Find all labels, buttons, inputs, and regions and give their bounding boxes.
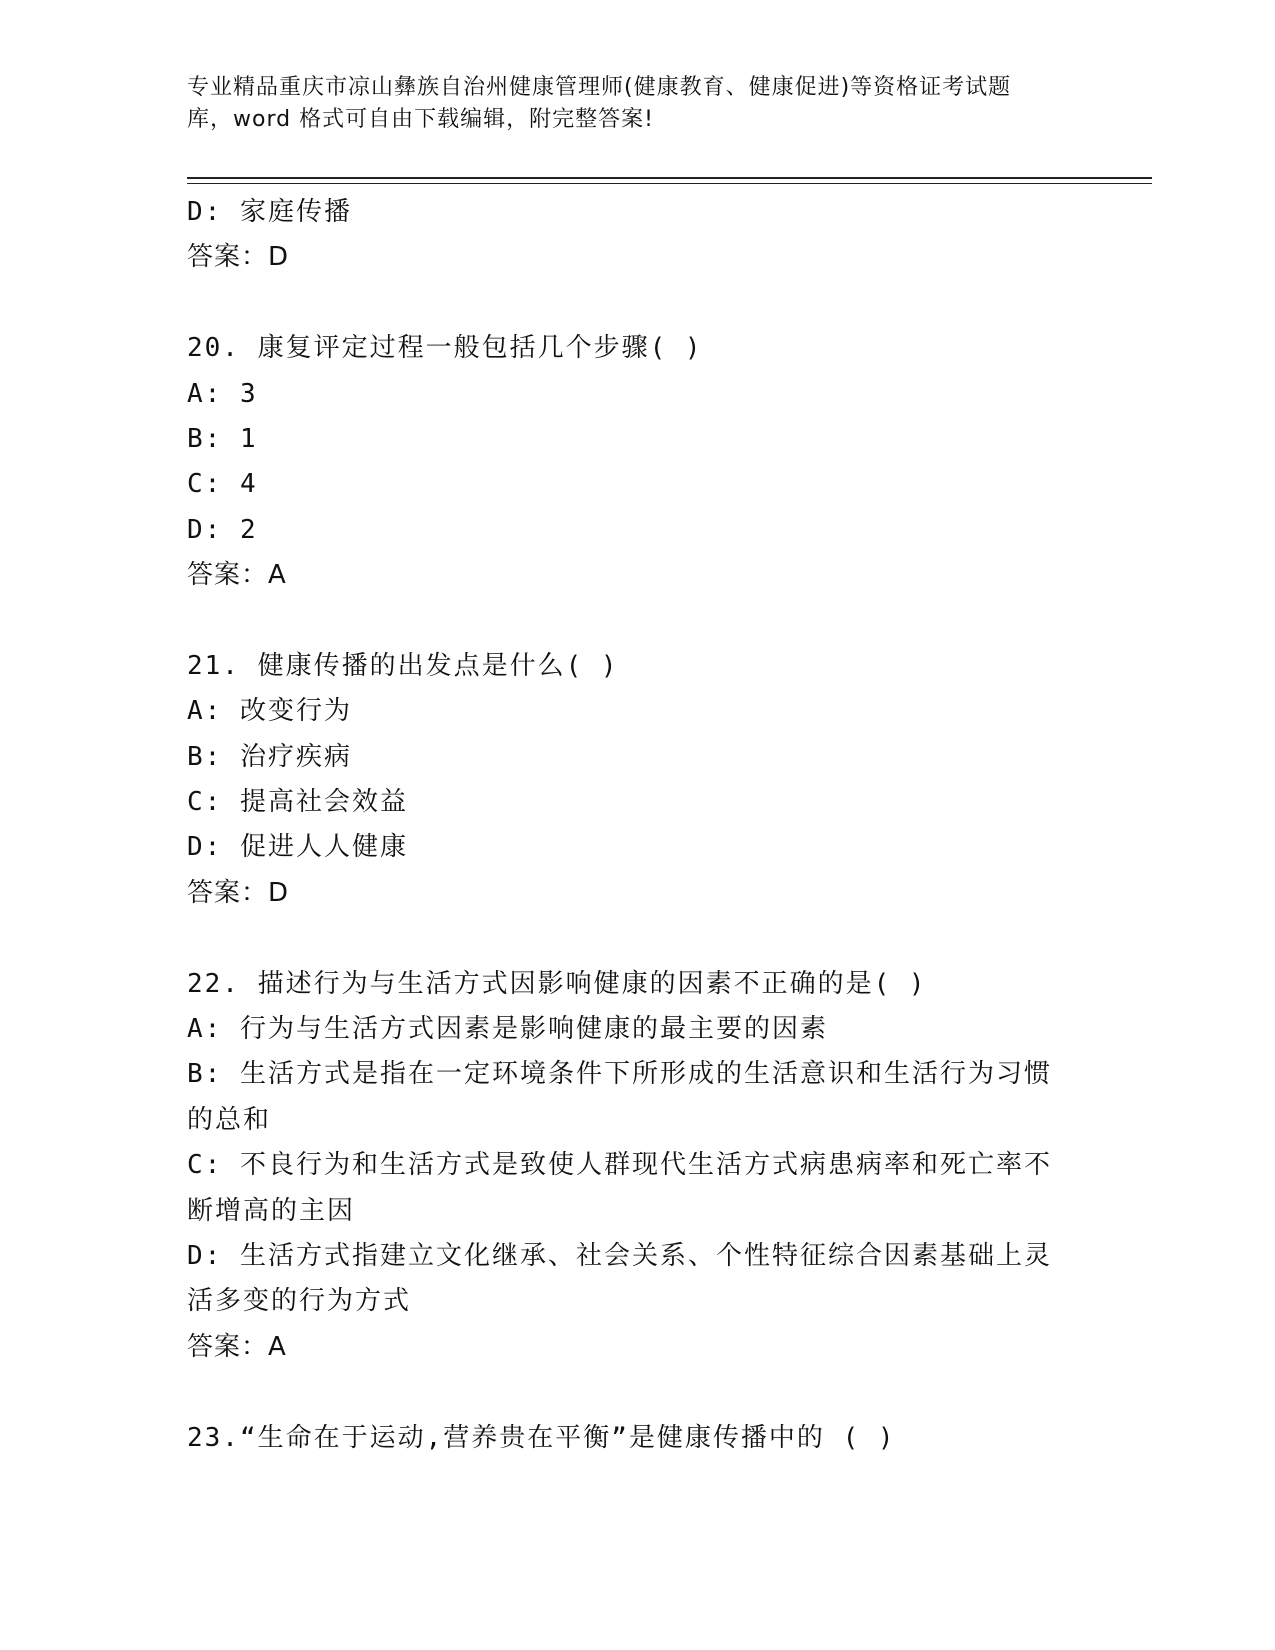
q22-option-d-line-1: D: 生活方式指建立文化继承、社会关系、个性特征综合因素基础上灵 bbox=[187, 1240, 1052, 1271]
spacer bbox=[187, 1370, 1087, 1415]
q22-option-c-line-2: 断增高的主因 bbox=[187, 1195, 356, 1226]
q21-answer: 答案：D bbox=[187, 877, 290, 908]
q22-option-b-line-1: B: 生活方式是指在一定环境条件下所形成的生活意识和生活行为习惯 bbox=[187, 1059, 1052, 1090]
q20-option-c: C: 4 bbox=[187, 469, 258, 500]
q23-stem: 23.“生命在于运动,营养贵在平衡”是健康传播中的 ( ) bbox=[187, 1422, 896, 1453]
q20-option-d: D: 2 bbox=[187, 514, 258, 545]
question-list bbox=[187, 190, 1087, 1461]
q22-option-c-line-1: C: 不良行为和生活方式是致使人群现代生活方式病患病率和死亡率不 bbox=[187, 1150, 1052, 1181]
prev-option-d: D: 家庭传播 bbox=[187, 197, 352, 227]
q22-option-b-line-2: 的总和 bbox=[187, 1104, 272, 1135]
header-rule-thin bbox=[187, 183, 1152, 184]
q21-option-a: A: 改变行为 bbox=[187, 696, 352, 727]
q22-option-d-line-2: 活多变的行为方式 bbox=[187, 1286, 412, 1317]
q20-option-a: A: 3 bbox=[187, 378, 258, 409]
spacer bbox=[187, 281, 1087, 326]
prev-answer: 答案：D bbox=[187, 242, 290, 273]
q20-stem: 20. 康复评定过程一般包括几个步骤( ) bbox=[187, 333, 703, 364]
q21-stem: 21. 健康传播的出发点是什么( ) bbox=[187, 650, 619, 681]
q20-option-b: B: 1 bbox=[187, 423, 258, 454]
q22-answer: 答案：A bbox=[187, 1331, 287, 1362]
q22-option-a: A: 行为与生活方式因素是影响健康的最主要的因素 bbox=[187, 1014, 828, 1045]
q21-option-d: D: 促进人人健康 bbox=[187, 832, 408, 863]
header-line-2: 库，word 格式可自由下载编辑，附完整答案! bbox=[187, 107, 654, 132]
page-header bbox=[187, 72, 1087, 136]
q21-option-c: C: 提高社会效益 bbox=[187, 787, 408, 818]
header-rule-thick bbox=[187, 177, 1152, 179]
q20-answer: 答案：A bbox=[187, 560, 287, 591]
spacer bbox=[187, 916, 1087, 961]
q22-stem: 22. 描述行为与生活方式因影响健康的因素不正确的是( ) bbox=[187, 968, 927, 999]
header-line-1: 专业精品重庆市凉山彝族自治州健康管理师(健康教育、健康促进)等资格证考试题 bbox=[187, 75, 1012, 100]
q21-option-b: B: 治疗疾病 bbox=[187, 741, 352, 772]
spacer bbox=[187, 599, 1087, 644]
